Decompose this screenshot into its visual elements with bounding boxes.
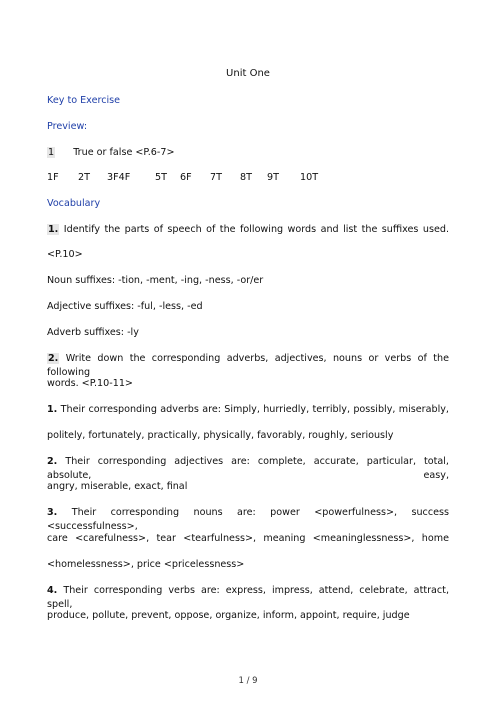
noun-suffixes: Noun suffixes: -tion, -ment, -ing, -ness, -or/er [47,275,264,286]
answer-4-text: Their corresponding verbs are: express, impress, attend, celebrate, attract, spell, [47,585,449,610]
answer-4-line-1 [47,584,449,612]
answer-item: 3F4F [107,172,131,183]
answer-1-number: 1. [47,404,58,415]
answer-item: 10T [300,172,319,183]
item-1 [47,146,449,160]
answer-2-text: Their corresponding adjectives are: complete, accurate, particular, total, absolute, easy, [47,456,449,481]
answer-3-line-1 [47,506,449,534]
answer-item: 5T [155,172,167,183]
answer-item: 8T [240,172,252,183]
adverb-suffixes: Adverb suffixes: -ly [47,327,139,338]
question-2-number: 2. [48,353,59,364]
answer-3-line-3: <homelessness>, price <pricelessness> [47,559,245,570]
page-number: 1 / 9 [238,676,258,686]
answer-item: 7T [210,172,222,183]
item-1-text: True or false <P.6-7> [73,147,175,158]
answer-2-number: 2. [47,456,58,467]
answer-1-line-2: politely, fortunately, practically, physically, favorably, roughly, seriously [47,430,394,441]
key-heading: Key to Exercise [47,95,121,106]
answer-1-line-1 [47,403,449,417]
answer-3-text: Their corresponding nouns are: power <powerfulness>, success <successfulness>, [47,507,449,532]
question-2-line-1 [47,352,449,380]
answer-item: 2T [78,172,90,183]
answer-item: 1F [47,172,59,183]
answer-item: 6F [180,172,192,183]
answer-3-line-2: care <carefulness>, tear <tearfulness>, meaning <meaninglessness>, home [47,533,449,544]
answer-2-line-2: angry, miserable, exact, final [47,481,188,492]
question-1-line-1 [47,223,449,237]
answer-4-line-2: produce, pollute, prevent, oppose, organize, inform, appoint, require, judge [47,610,410,621]
question-1-text: Identify the parts of speech of the following words and list the suffixes used. [63,224,449,235]
answer-item: 9T [267,172,279,183]
page-title: Unit One [226,68,270,79]
preview-heading: Preview: [47,121,88,132]
question-1-line-2: <P.10> [47,249,83,260]
item-1-number: 1 [48,147,55,158]
vocabulary-heading: Vocabulary [47,198,101,209]
answer-2-line-1 [47,455,449,483]
question-2-line-2: words. <P.10-11> [47,378,133,389]
answer-3-number: 3. [47,507,58,518]
question-2-text: Write down the corresponding adverbs, adjectives, nouns or verbs of the following [47,353,449,378]
answer-1-text: Their corresponding adverbs are: Simply, hurriedly, terribly, possibly, miserably, [60,404,449,415]
answer-4-number: 4. [47,585,58,596]
question-1-number: 1. [48,224,59,235]
adjective-suffixes: Adjective suffixes: -ful, -less, -ed [47,301,203,312]
